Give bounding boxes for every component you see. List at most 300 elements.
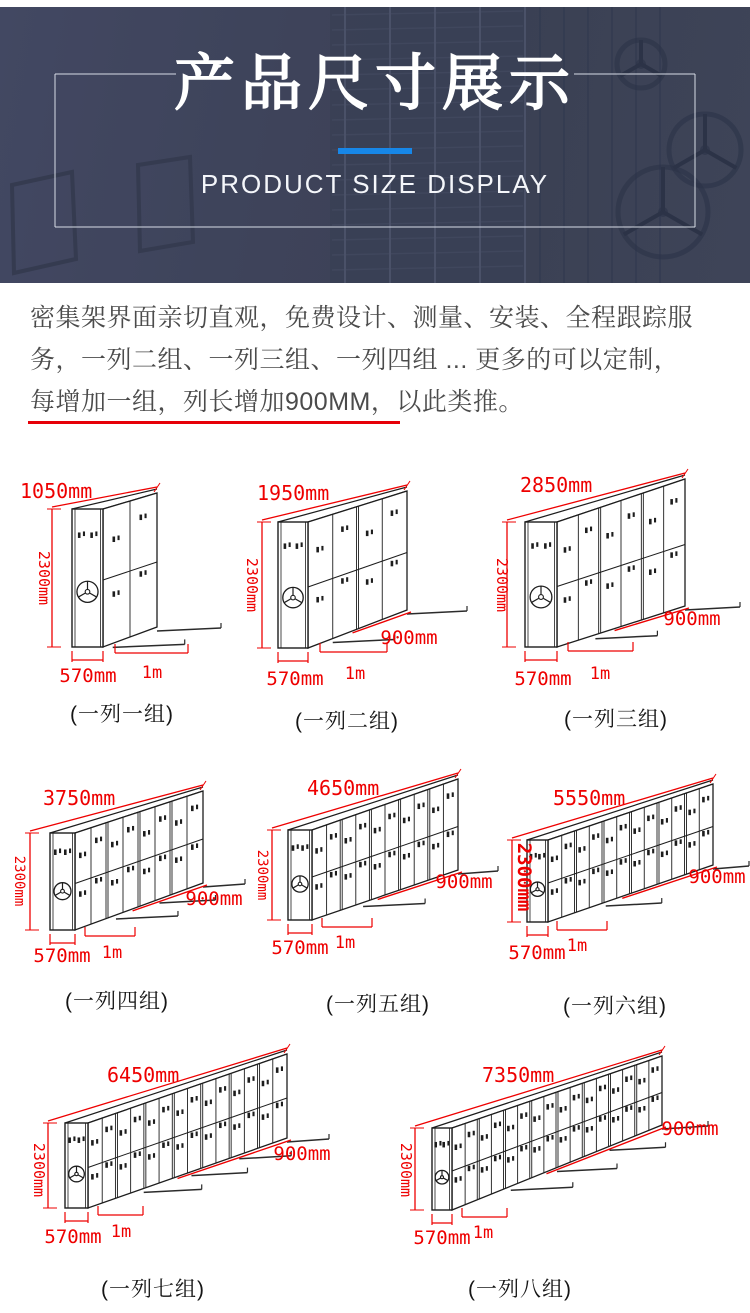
floor-rail bbox=[595, 636, 657, 639]
door-handle bbox=[79, 891, 82, 897]
door-handle bbox=[590, 527, 592, 532]
cabinet-drawing-7-groups bbox=[0, 1030, 375, 1298]
height-label: 2300mm bbox=[513, 842, 535, 912]
door-handle bbox=[350, 837, 352, 842]
door-handle bbox=[153, 1119, 155, 1124]
door-handle bbox=[570, 843, 572, 848]
door-handle bbox=[289, 542, 291, 547]
door-handle bbox=[252, 1112, 254, 1117]
door-handle bbox=[551, 1103, 553, 1108]
rail-label: 1m bbox=[110, 1222, 132, 1242]
door-handle bbox=[675, 806, 678, 812]
diagram-tile-8 bbox=[370, 1030, 750, 1301]
door-handle bbox=[196, 843, 198, 848]
door-handle bbox=[612, 1117, 615, 1123]
door-handle bbox=[140, 571, 143, 577]
rail-label: 1m bbox=[472, 1223, 494, 1243]
door-handle bbox=[267, 1113, 269, 1118]
door-handle bbox=[611, 582, 613, 587]
door-handle bbox=[330, 872, 333, 878]
door-handle bbox=[388, 852, 391, 858]
door-handle bbox=[167, 1141, 169, 1146]
depth-label: 570mm bbox=[508, 942, 566, 964]
door-handle bbox=[565, 1106, 567, 1111]
rail-label: 1m bbox=[141, 663, 163, 683]
door-handle bbox=[612, 1088, 615, 1094]
door-handle bbox=[359, 862, 362, 868]
door-handle bbox=[620, 825, 623, 831]
end-panel bbox=[525, 522, 557, 647]
door-handle bbox=[111, 880, 114, 886]
diagram-tile-3 bbox=[490, 460, 750, 731]
door-handle bbox=[83, 531, 85, 536]
door-handle bbox=[442, 1142, 445, 1148]
door-handle bbox=[118, 590, 120, 595]
door-handle bbox=[418, 804, 421, 810]
door-handle bbox=[191, 844, 194, 850]
rail-label: 1m bbox=[566, 936, 588, 956]
width-label: 7350mm bbox=[482, 1063, 555, 1087]
door-handle bbox=[346, 525, 348, 530]
door-handle bbox=[341, 526, 344, 532]
door-handle bbox=[167, 1106, 169, 1111]
door-handle bbox=[321, 546, 323, 551]
height-label: 2300mm bbox=[30, 1142, 48, 1198]
door-handle bbox=[371, 578, 373, 583]
door-handle bbox=[546, 1136, 549, 1142]
door-handle bbox=[341, 578, 344, 584]
door-handle bbox=[606, 533, 609, 539]
door-handle bbox=[153, 1153, 155, 1158]
floor-rail bbox=[363, 904, 425, 907]
track-label: 900mm bbox=[435, 871, 493, 893]
door-handle bbox=[680, 839, 682, 844]
door-handle bbox=[374, 864, 377, 870]
end-panel bbox=[278, 522, 308, 648]
door-handle bbox=[54, 849, 57, 855]
door-handle bbox=[651, 1067, 654, 1073]
door-handle bbox=[219, 1087, 222, 1093]
door-handle bbox=[238, 1090, 240, 1095]
door-handle bbox=[455, 1145, 458, 1151]
door-handle bbox=[507, 1157, 510, 1163]
width-label: 1050mm bbox=[20, 479, 93, 503]
door-handle bbox=[393, 813, 395, 818]
door-handle bbox=[638, 1079, 641, 1085]
door-handle bbox=[512, 1125, 514, 1130]
cabinet-drawing-1-group bbox=[0, 460, 250, 722]
door-handle bbox=[95, 531, 97, 536]
door-handle bbox=[145, 514, 147, 519]
door-handle bbox=[688, 842, 691, 848]
track-label: 900mm bbox=[661, 1118, 719, 1140]
door-handle bbox=[125, 1129, 127, 1134]
door-handle bbox=[403, 818, 406, 824]
door-handle bbox=[113, 537, 116, 543]
door-handle bbox=[359, 824, 362, 830]
door-handle bbox=[148, 830, 150, 835]
door-handle bbox=[680, 805, 682, 810]
door-handle bbox=[276, 1067, 279, 1073]
door-handle bbox=[625, 1106, 628, 1112]
door-handle bbox=[494, 1123, 497, 1129]
depth-label: 570mm bbox=[44, 1226, 102, 1248]
door-handle bbox=[162, 1142, 165, 1148]
door-handle bbox=[95, 838, 98, 844]
wheel-spoke bbox=[674, 150, 705, 168]
door-handle bbox=[191, 1097, 194, 1103]
door-handle bbox=[210, 1133, 212, 1138]
height-label: 2300mm bbox=[254, 849, 270, 901]
door-handle bbox=[100, 837, 102, 842]
door-handle bbox=[371, 530, 373, 535]
cabinet-drawing-6-groups bbox=[500, 755, 750, 1013]
diagram-tile-7 bbox=[0, 1030, 375, 1301]
door-handle bbox=[139, 1116, 141, 1121]
floor-rail bbox=[557, 1169, 617, 1172]
door-handle bbox=[599, 1116, 602, 1122]
door-handle bbox=[447, 832, 450, 838]
door-handle bbox=[633, 828, 636, 834]
door-handle bbox=[69, 848, 71, 853]
door-handle bbox=[569, 546, 571, 551]
door-handle bbox=[707, 796, 709, 801]
door-handle bbox=[604, 1085, 606, 1090]
door-handle bbox=[481, 1135, 484, 1141]
door-handle bbox=[320, 847, 322, 852]
door-handle bbox=[284, 543, 287, 549]
door-handle bbox=[549, 542, 551, 547]
door-handle bbox=[191, 806, 194, 812]
door-handle bbox=[617, 1116, 619, 1121]
door-handle bbox=[590, 579, 592, 584]
door-handle bbox=[366, 531, 369, 537]
door-handle bbox=[403, 854, 406, 860]
door-handle bbox=[321, 596, 323, 601]
cabinet-drawing-5-groups bbox=[250, 755, 500, 1013]
door-handle bbox=[145, 570, 147, 575]
track-label: 900mm bbox=[688, 866, 746, 888]
door-handle bbox=[606, 870, 609, 876]
diagram-caption: (一列三组) bbox=[564, 708, 668, 731]
door-handle bbox=[125, 1163, 127, 1168]
door-handle bbox=[565, 844, 568, 850]
door-handle bbox=[520, 1146, 523, 1152]
door-handle bbox=[224, 1122, 226, 1127]
door-handle bbox=[460, 1176, 462, 1181]
door-handle bbox=[546, 1104, 549, 1110]
door-handle bbox=[210, 1100, 212, 1105]
door-handle bbox=[533, 1116, 536, 1122]
door-handle bbox=[675, 840, 678, 846]
track-label: 900mm bbox=[185, 888, 243, 910]
door-handle bbox=[110, 1161, 112, 1166]
door-handle bbox=[140, 515, 143, 521]
door-handle bbox=[583, 879, 585, 884]
page-subtitle: PRODUCT SIZE DISPLAY bbox=[200, 169, 550, 199]
door-handle bbox=[654, 518, 656, 523]
door-handle bbox=[670, 499, 673, 505]
door-handle bbox=[408, 817, 410, 822]
depth-label: 570mm bbox=[271, 937, 329, 959]
door-handle bbox=[391, 510, 394, 516]
door-handle bbox=[164, 855, 166, 860]
door-handle bbox=[630, 1105, 632, 1110]
diagram-tile-1 bbox=[0, 460, 250, 726]
door-handle bbox=[364, 861, 366, 866]
door-handle bbox=[196, 1131, 198, 1136]
door-handle bbox=[176, 1110, 179, 1116]
door-handle bbox=[432, 808, 435, 814]
door-handle bbox=[628, 566, 631, 572]
door-handle bbox=[83, 1136, 85, 1141]
door-handle bbox=[127, 827, 130, 833]
door-handle bbox=[388, 814, 391, 820]
door-handle bbox=[301, 845, 304, 851]
page-title: 产品尺寸展示 bbox=[173, 49, 576, 117]
cabinet-drawing-2-groups bbox=[238, 460, 502, 722]
door-handle bbox=[675, 498, 677, 503]
floor-rail bbox=[203, 884, 245, 887]
floor-rail bbox=[157, 628, 221, 631]
rail-label: 1m bbox=[334, 933, 356, 953]
end-panel bbox=[65, 1123, 88, 1208]
door-handle bbox=[565, 878, 568, 884]
door-handle bbox=[651, 1096, 654, 1102]
wheel-spoke bbox=[663, 212, 702, 235]
door-handle bbox=[196, 1096, 198, 1101]
door-handle bbox=[452, 831, 454, 836]
door-handle bbox=[116, 879, 118, 884]
door-handle bbox=[536, 542, 538, 547]
door-handle bbox=[143, 869, 146, 875]
door-handle bbox=[538, 854, 541, 860]
width-label: 5550mm bbox=[553, 786, 626, 810]
floor-rail bbox=[144, 1189, 202, 1192]
door-handle bbox=[105, 1127, 108, 1133]
door-handle bbox=[633, 861, 636, 867]
door-handle bbox=[408, 853, 410, 858]
door-handle bbox=[693, 809, 695, 814]
diagram-tile-5 bbox=[250, 755, 500, 1016]
door-handle bbox=[481, 1167, 484, 1173]
door-handle bbox=[134, 1152, 137, 1158]
door-handle bbox=[233, 1091, 236, 1097]
diagram-tile-4 bbox=[0, 755, 250, 1013]
door-handle bbox=[134, 1117, 137, 1123]
intro-line-2: 务，一列二组、一列三组、一列四组 ... 更多的可以定制， bbox=[30, 346, 680, 374]
door-handle bbox=[538, 1146, 540, 1151]
door-handle bbox=[654, 568, 656, 573]
height-label: 2300mm bbox=[11, 855, 27, 907]
door-handle bbox=[499, 1155, 501, 1160]
door-handle bbox=[396, 560, 398, 565]
door-handle bbox=[196, 805, 198, 810]
diagram-caption: (一列四组) bbox=[65, 990, 169, 1013]
door-handle bbox=[316, 547, 319, 553]
door-handle bbox=[569, 596, 571, 601]
door-handle bbox=[564, 597, 567, 603]
door-handle bbox=[702, 831, 705, 837]
door-handle bbox=[473, 1165, 475, 1170]
door-handle bbox=[573, 1126, 576, 1132]
height-label: 2300mm bbox=[35, 550, 53, 606]
door-handle bbox=[233, 1124, 236, 1130]
door-handle bbox=[159, 856, 162, 862]
door-handle bbox=[666, 851, 668, 856]
door-handle bbox=[544, 543, 547, 549]
intro-red-underline bbox=[28, 421, 400, 424]
width-label: 6450mm bbox=[107, 1063, 180, 1087]
floor-rail bbox=[610, 1147, 666, 1150]
height-label: 2300mm bbox=[243, 557, 261, 613]
floor-rail bbox=[287, 1139, 329, 1142]
track-label: 900mm bbox=[380, 627, 438, 649]
banner bbox=[0, 7, 750, 283]
door-handle bbox=[666, 818, 668, 823]
diagram-caption: (一列五组) bbox=[326, 993, 430, 1016]
door-handle bbox=[110, 1126, 112, 1131]
door-handle bbox=[180, 856, 182, 861]
door-handle bbox=[96, 1173, 98, 1178]
door-handle bbox=[688, 810, 691, 816]
door-handle bbox=[219, 1123, 222, 1129]
door-handle bbox=[90, 532, 93, 538]
door-handle bbox=[143, 831, 146, 837]
door-handle bbox=[181, 1109, 183, 1114]
door-handle bbox=[113, 591, 116, 597]
door-handle bbox=[418, 842, 421, 848]
door-handle bbox=[656, 1066, 658, 1071]
door-handle bbox=[95, 878, 98, 884]
diagram-caption: (一列八组) bbox=[468, 1278, 572, 1301]
door-handle bbox=[591, 1126, 593, 1131]
door-handle bbox=[520, 1113, 523, 1119]
floor-rail bbox=[113, 644, 185, 647]
door-handle bbox=[585, 580, 588, 586]
door-handle bbox=[625, 858, 627, 863]
door-handle bbox=[625, 1076, 628, 1082]
door-handle bbox=[315, 884, 318, 890]
depth-label: 570mm bbox=[413, 1227, 471, 1249]
door-handle bbox=[437, 843, 439, 848]
door-handle bbox=[599, 1086, 602, 1092]
door-handle bbox=[176, 1144, 179, 1150]
door-handle bbox=[486, 1134, 488, 1139]
door-handle bbox=[538, 1115, 540, 1120]
door-handle bbox=[316, 597, 319, 603]
door-handle bbox=[281, 1102, 283, 1107]
door-handle bbox=[551, 857, 554, 863]
door-handle bbox=[148, 868, 150, 873]
door-handle bbox=[330, 834, 333, 840]
door-handle bbox=[452, 792, 454, 797]
cabinet-drawing-8-groups bbox=[370, 1030, 750, 1298]
door-handle bbox=[335, 871, 337, 876]
door-handle bbox=[460, 1144, 462, 1149]
door-handle bbox=[180, 819, 182, 824]
door-handle bbox=[148, 1120, 151, 1126]
door-handle bbox=[647, 850, 650, 856]
door-handle bbox=[473, 1131, 475, 1136]
door-handle bbox=[84, 852, 86, 857]
door-handle bbox=[512, 1156, 514, 1161]
door-handle bbox=[573, 1095, 576, 1101]
door-handle bbox=[468, 1166, 471, 1172]
rail-label: 1m bbox=[344, 664, 366, 684]
door-handle bbox=[556, 888, 558, 893]
door-handle bbox=[96, 1139, 98, 1144]
door-handle bbox=[432, 844, 435, 850]
door-handle bbox=[132, 866, 134, 871]
floor-rail bbox=[606, 903, 662, 906]
door-handle bbox=[84, 890, 86, 895]
door-handle bbox=[437, 807, 439, 812]
door-handle bbox=[175, 857, 178, 863]
door-handle bbox=[164, 815, 166, 820]
door-handle bbox=[638, 860, 640, 865]
door-handle bbox=[118, 536, 120, 541]
door-handle bbox=[276, 1103, 279, 1109]
door-handle bbox=[585, 528, 588, 534]
door-handle bbox=[64, 849, 67, 855]
door-handle bbox=[345, 874, 348, 880]
door-handle bbox=[565, 1136, 567, 1141]
door-handle bbox=[78, 532, 81, 538]
door-handle bbox=[447, 793, 450, 799]
door-handle bbox=[543, 853, 545, 858]
door-handle bbox=[148, 1154, 151, 1160]
door-handle bbox=[661, 852, 664, 858]
door-handle bbox=[643, 1106, 645, 1111]
diagram-caption: (一列二组) bbox=[295, 710, 399, 733]
door-handle bbox=[379, 863, 381, 868]
floor-rail bbox=[407, 611, 467, 614]
door-handle bbox=[586, 1098, 589, 1104]
door-handle bbox=[531, 543, 534, 549]
door-handle bbox=[656, 1095, 658, 1100]
door-handle bbox=[507, 1126, 510, 1132]
door-handle bbox=[120, 1130, 123, 1136]
cabinet-drawing-4-groups bbox=[0, 755, 250, 1013]
intro-line-1: 密集架界面亲切直观，免费设计、测量、安装、全程跟踪服 bbox=[30, 304, 694, 332]
depth-label: 570mm bbox=[514, 668, 572, 690]
door-handle bbox=[597, 868, 599, 873]
door-handle bbox=[606, 838, 609, 844]
width-label: 1950mm bbox=[257, 481, 330, 505]
door-handle bbox=[592, 834, 595, 840]
diagram-caption: (一列六组) bbox=[563, 995, 667, 1018]
door-handle bbox=[551, 889, 554, 895]
door-handle bbox=[345, 838, 348, 844]
door-handle bbox=[439, 1141, 441, 1146]
door-handle bbox=[625, 824, 627, 829]
door-handle bbox=[661, 819, 664, 825]
door-handle bbox=[374, 828, 377, 834]
door-handle bbox=[116, 841, 118, 846]
door-handle bbox=[578, 847, 581, 853]
door-handle bbox=[315, 848, 318, 854]
cabinet-drawing-3-groups bbox=[490, 460, 750, 722]
door-handle bbox=[59, 848, 61, 853]
door-handle bbox=[281, 1066, 283, 1071]
floor-rail bbox=[116, 916, 178, 919]
door-handle bbox=[578, 880, 581, 886]
door-handle bbox=[578, 1125, 580, 1130]
door-handle bbox=[591, 1097, 593, 1102]
door-handle bbox=[560, 1107, 563, 1113]
door-handle bbox=[604, 1115, 606, 1120]
